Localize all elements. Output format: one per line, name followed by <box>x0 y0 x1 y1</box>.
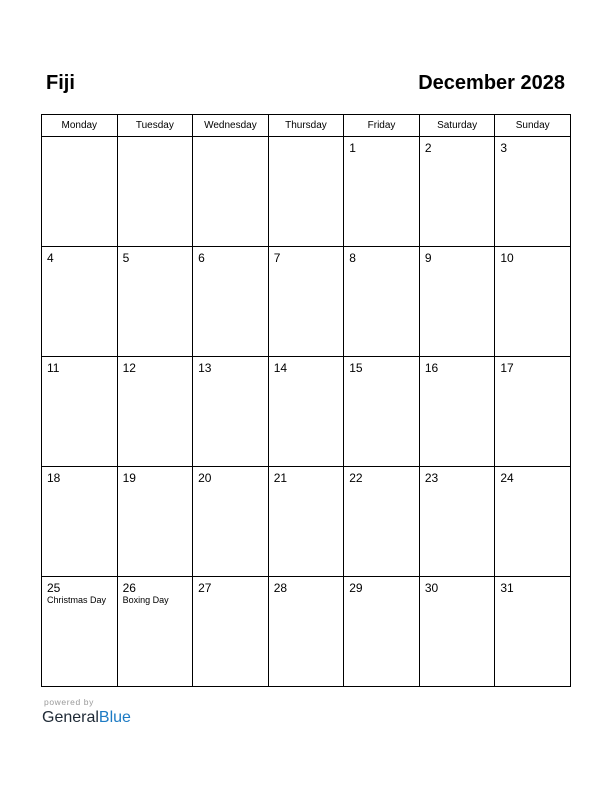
day-number: 10 <box>500 251 514 265</box>
day-number: 30 <box>424 581 439 595</box>
day-number <box>42 137 117 141</box>
day-number: 1 <box>349 141 356 155</box>
brand-blue-text: Blue <box>98 709 131 726</box>
day-cell <box>117 357 193 467</box>
day-number: 13 <box>198 361 212 375</box>
weekday-header: Thursday <box>268 115 344 137</box>
day-number <box>193 137 268 141</box>
weekday-header-row <box>42 115 571 137</box>
day-cell <box>268 577 344 687</box>
day-number: 11 <box>47 361 60 375</box>
day-cell <box>193 577 269 687</box>
week-row <box>42 357 571 467</box>
day-cell <box>117 577 193 687</box>
day-number: 20 <box>198 471 212 485</box>
country-title: Fiji <box>46 72 75 94</box>
day-number: 18 <box>47 471 61 485</box>
day-number: 17 <box>500 361 514 375</box>
weekday-header: Saturday <box>419 115 495 137</box>
day-cell <box>495 137 571 247</box>
day-cell <box>419 247 495 357</box>
day-cell <box>495 467 571 577</box>
brand-general-text: General <box>42 709 99 726</box>
day-number <box>118 137 193 141</box>
day-number: 6 <box>198 251 205 265</box>
day-cell <box>42 247 118 357</box>
day-cell <box>268 247 344 357</box>
day-number: 2 <box>424 141 432 155</box>
powered-by-text: powered by <box>44 697 94 707</box>
weekday-header: Friday <box>344 115 420 137</box>
day-cell <box>419 467 495 577</box>
day-number: 26 <box>122 581 136 595</box>
day-number: 14 <box>273 361 288 375</box>
week-row <box>42 247 571 357</box>
weekday-header: Sunday <box>495 115 571 137</box>
day-cell <box>344 467 420 577</box>
day-cell <box>193 247 269 357</box>
day-cell <box>42 137 118 247</box>
day-number: 25 <box>47 581 61 595</box>
day-number: 24 <box>500 471 514 485</box>
week-row <box>42 577 571 687</box>
day-cell <box>42 357 118 467</box>
day-number <box>269 137 344 141</box>
day-cell <box>419 357 495 467</box>
day-number: 12 <box>122 361 136 375</box>
weekday-header: Tuesday <box>117 115 193 137</box>
week-row <box>42 137 571 247</box>
day-cell <box>42 467 118 577</box>
day-cell <box>268 357 344 467</box>
day-number: 8 <box>349 251 356 265</box>
day-cell <box>42 577 118 687</box>
day-cell <box>193 357 269 467</box>
day-number: 31 <box>500 581 514 595</box>
day-cell <box>117 137 193 247</box>
day-number: 19 <box>122 471 136 485</box>
weekday-header: Wednesday <box>193 115 269 137</box>
day-cell <box>495 357 571 467</box>
day-number: 16 <box>424 361 439 375</box>
day-cell <box>344 137 420 247</box>
day-number: 3 <box>500 141 508 155</box>
day-number: 27 <box>198 581 212 595</box>
day-cell <box>193 137 269 247</box>
day-number: 21 <box>273 471 288 485</box>
generalblue-logo[interactable] <box>42 708 131 727</box>
day-number: 29 <box>349 581 363 595</box>
holiday-label: Christmas Day <box>47 595 107 605</box>
day-number: 4 <box>47 251 54 265</box>
day-number: 28 <box>273 581 288 595</box>
month-title: December 2028 <box>418 72 565 94</box>
week-row <box>42 467 571 577</box>
day-cell <box>268 137 344 247</box>
day-number: 7 <box>273 251 281 265</box>
day-cell <box>495 247 571 357</box>
day-number: 22 <box>349 471 363 485</box>
day-cell <box>419 577 495 687</box>
day-cell <box>495 577 571 687</box>
day-number: 5 <box>122 251 130 265</box>
day-cell <box>344 247 420 357</box>
weekday-header: Monday <box>42 115 118 137</box>
day-cell <box>117 247 193 357</box>
day-cell <box>117 467 193 577</box>
day-cell <box>419 137 495 247</box>
footer-branding <box>42 697 131 727</box>
holiday-label: Boxing Day <box>122 595 169 605</box>
day-cell <box>193 467 269 577</box>
day-cell <box>344 357 420 467</box>
day-number: 23 <box>424 471 439 485</box>
day-cell <box>268 467 344 577</box>
calendar-grid <box>41 114 571 687</box>
day-cell <box>344 577 420 687</box>
day-number: 9 <box>424 251 432 265</box>
day-number: 15 <box>349 361 363 375</box>
